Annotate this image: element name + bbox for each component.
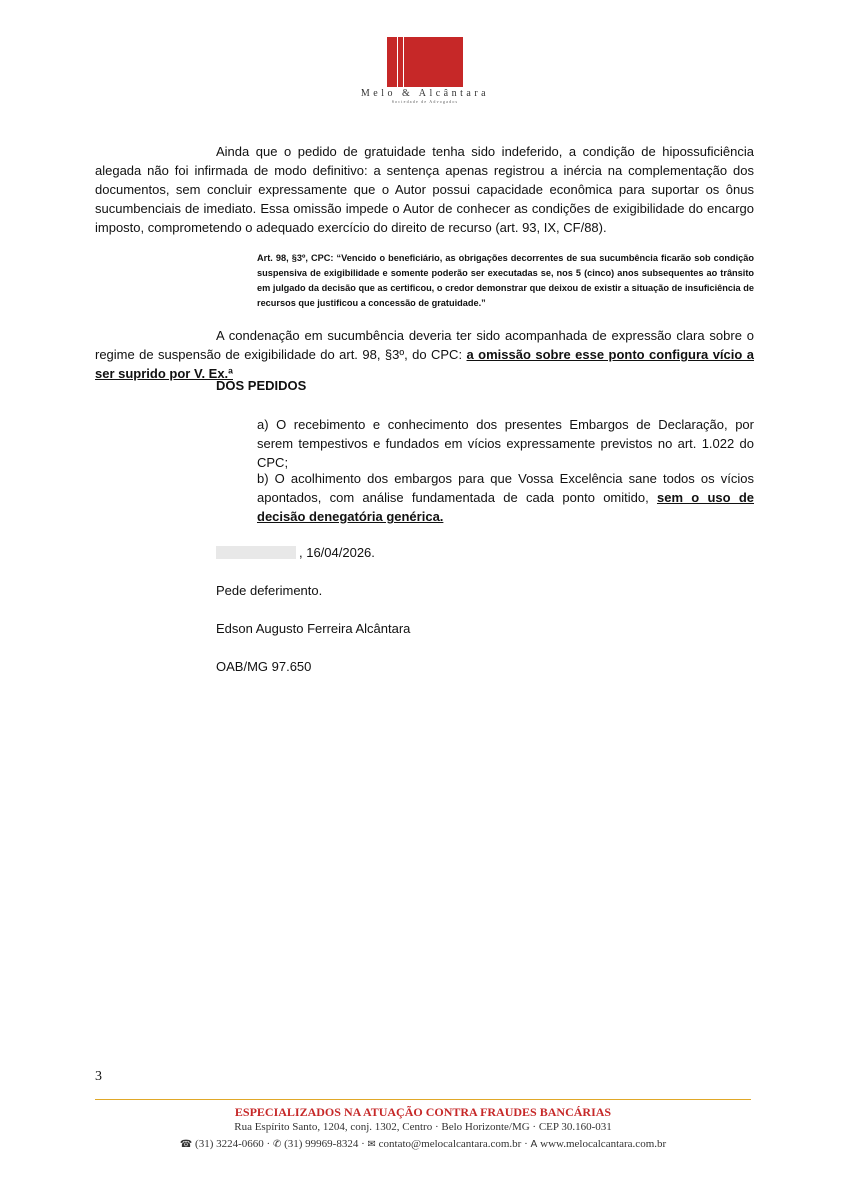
- email-link[interactable]: contato@melocalcantara.com.br: [378, 1138, 522, 1150]
- logo-stripe: [397, 37, 398, 87]
- footer-address: Rua Espírito Santo, 1204, conj. 1302, Centro · Belo Horizonte/MG · CEP 30.160-031: [234, 1121, 612, 1133]
- date: , 16/04/2026.: [299, 545, 375, 560]
- request-text: b) O acolhimento dos embargos para que Vossa Excelência sane todos os vícios apontados, com análise fundamentada de cada ponto omitido,: [257, 471, 754, 505]
- whatsapp-number: (31) 99969-8324: [284, 1138, 359, 1150]
- date-line: [216, 545, 375, 560]
- legal-quote: Art. 98, §3º, CPC: “Vencido o beneficiário, as obrigações decorrentes de sua sucumbência ficarão sob condição suspensiva de exigibilidade e somente poderão ser executadas se, nos 5 (cinco) anos subsequentes ao trânsito em julgado da decisão que as certificou, o credor demonstrar que deixou de existir a situação de insuficiência de recursos que justificou a concessão de gratuidade.”: [257, 253, 754, 308]
- paragraph-condemnation: [95, 326, 754, 383]
- paragraph-emphasis: a omissão sobre esse ponto configura vício a ser suprido por V. Ex.ª: [95, 347, 754, 381]
- oab-registration: OAB/MG 97.650: [216, 659, 312, 674]
- footer-tagline: ESPECIALIZADOS NA ATUAÇÃO CONTRA FRAUDES BANCÁRIAS: [234, 1105, 612, 1119]
- request-emphasis: sem o uso de decisão denegatória genérica.: [257, 490, 755, 524]
- firm-name: Melo & Alcântara: [360, 88, 490, 99]
- website-link[interactable]: www.melocalcantara.com.br: [540, 1138, 667, 1150]
- separator: ·: [266, 1138, 271, 1150]
- signatory-name: Edson Augusto Ferreira Alcântara: [216, 621, 411, 636]
- separator: ·: [524, 1138, 528, 1150]
- logo-stripe: [403, 37, 404, 87]
- closing: Pede deferimento.: [216, 583, 323, 598]
- separator: ·: [361, 1138, 365, 1150]
- website-icon: A: [530, 1139, 538, 1150]
- request-item-a: a) O recebimento e conhecimento dos presentes Embargos de Declaração, por serem tempestivos e fundados em vícios expressamente previstos no art. 1.022 do CPC;: [257, 417, 754, 470]
- footer-divider: [95, 1099, 751, 1100]
- request-item-b: [257, 469, 754, 526]
- redacted-location: [216, 546, 296, 559]
- firm-subtitle: Sociedade de Advogados: [391, 99, 459, 104]
- footer-contacts: [95, 1138, 751, 1150]
- firm-logo: [387, 37, 463, 87]
- section-heading: DOS PEDIDOS: [216, 378, 307, 393]
- page-number: 3: [95, 1069, 102, 1084]
- whatsapp-icon: ✆: [272, 1139, 282, 1150]
- paragraph-text: A condenação em sucumbência deveria ter sido acompanhada de expressão clara sobre o regime de suspensão de exigibilidade do art. 98, §3º, do CPC:: [95, 328, 754, 362]
- phone-number: (31) 3224-0660: [195, 1138, 264, 1150]
- paragraph-omission: Ainda que o pedido de gratuidade tenha sido indeferido, a condição de hipossuficiência alegada não foi infirmada de modo definitivo: a sentença apenas registrou a inércia na complementação dos documentos, sem concluir expressamente que o Autor possui capacidade econômica para suportar os ônus sucumbenciais de imediato. Essa omissão impede o Autor de conhecer as condições de exigibilidade do encargo imposto, comprometendo o adequado exercício do direito de recurso (art. 93, IX, CF/88).: [95, 144, 754, 235]
- email-icon: ✉: [367, 1139, 376, 1150]
- phone-icon: ☎: [179, 1139, 193, 1150]
